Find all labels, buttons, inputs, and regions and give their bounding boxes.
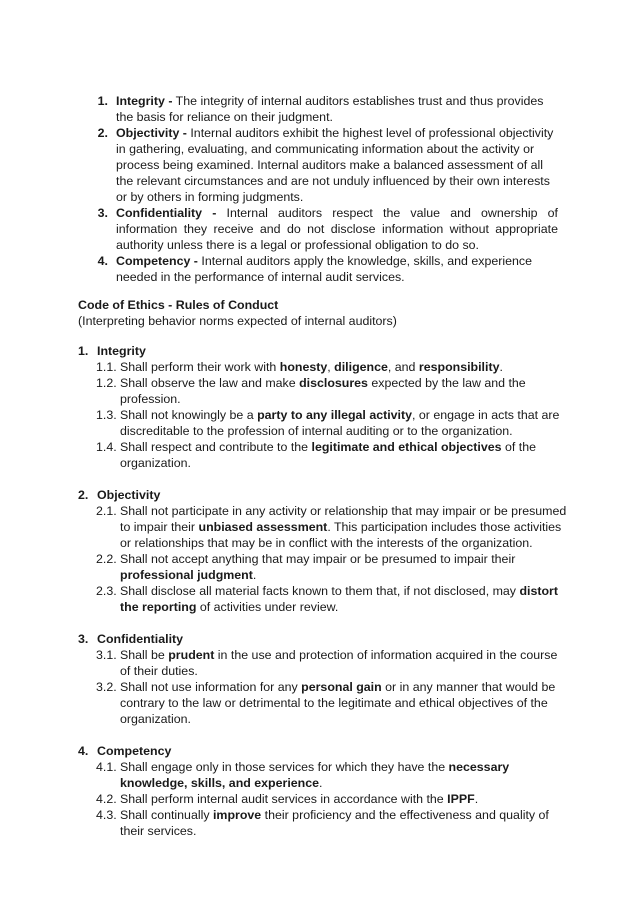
rule-emphasis: distort the reporting [120,584,558,614]
rule-item [78,583,568,615]
rule-number: 1.4. [96,440,117,454]
rule-text: . This participation includes those activities or relationships that may be in conflict with the interests of the organization. [120,520,562,550]
rule-text: Shall not accept anything that may impair or be presumed to impair their [120,552,516,566]
list-number: 2. [97,126,108,140]
rule-text: . [499,360,503,374]
rules-of-conduct [78,343,568,855]
principle-text: Internal auditors respect the value and ownership of information they receive and do not disclose information without appropriate authority unless there is a legal or professional obligation to do so. [116,206,558,252]
rule-text: Shall be [120,648,169,662]
rule-emphasis: disclosures [299,376,368,390]
rule-number: 1.2. [96,376,117,390]
section-number: 3. [78,632,89,646]
rule-number: 2.3. [96,584,117,598]
principle-title: Objectivity - [116,126,187,140]
section-number: 2. [78,488,89,502]
list-item [78,205,558,253]
rule-item [78,439,568,471]
rule-item [78,407,568,439]
code-of-ethics-heading [78,297,568,329]
rule-number: 1.3. [96,408,117,422]
rule-text: Shall disclose all material facts known to them that, if not disclosed, may [120,584,520,598]
rule-text: in the use and protection of information acquired in the course of their duties. [120,648,558,678]
section-subtitle: (Interpreting behavior norms expected of internal auditors) [78,314,397,328]
rule-text: Shall not knowingly be a [120,408,258,422]
list-item [78,253,558,285]
section-heading: Competency [97,744,172,758]
rule-text: or in any manner that would be contrary to the law or detrimental to the legitimate and ethical objectives of the organization. [120,680,556,726]
rule-item [78,647,568,679]
rule-item [78,503,568,551]
section-heading: Integrity [97,344,146,358]
rule-text: , and [387,360,419,374]
section-heading: Confidentiality [97,632,184,646]
rules-section-objectivity [78,487,568,615]
principle-title: Integrity - [116,94,173,108]
rule-number: 2.1. [96,504,117,518]
rule-emphasis: personal gain [301,680,382,694]
principle-text: Internal auditors exhibit the highest level of professional objectivity in gathering, evaluating, and communicating information about the activity or process being examined. Internal auditors make a balanced assessment of all the relevant circumstances and are not unduly influenced by their own interests or by others in forming judgments. [116,126,554,204]
rule-text: of activities under review. [196,600,339,614]
rule-text: Shall not participate in any activity or relationship that may impair or be presumed to impair their [120,504,567,534]
rule-text: Shall perform internal audit services in accordance with the [120,792,448,806]
rule-number: 4.3. [96,808,117,822]
rule-text: , or engage in acts that are discreditable to the profession of internal auditing or to the organization. [120,408,560,438]
rules-section-integrity [78,343,568,471]
section-number: 1. [78,344,89,358]
rule-emphasis: diligence [334,360,388,374]
rules-section-competency [78,743,568,839]
rule-text: Shall continually [120,808,213,822]
rule-emphasis: IPPF [447,792,475,806]
rule-text: . [319,776,323,790]
rule-item [78,791,568,807]
rule-number: 2.2. [96,552,117,566]
rule-number: 1.1. [96,360,117,374]
rule-emphasis: professional judgment [120,568,253,582]
rule-number: 3.1. [96,648,117,662]
rule-emphasis: unbiased assessment [198,520,328,534]
rule-text: Shall respect and contribute to the [120,440,312,454]
principle-text: The integrity of internal auditors establishes trust and thus provides the basis for reliance on their judgment. [116,94,544,124]
rule-item [78,807,568,839]
list-number: 3. [97,206,108,220]
principle-title: Confidentiality - [116,206,217,220]
rule-number: 3.2. [96,680,117,694]
rule-emphasis: prudent [168,648,215,662]
rule-text: Shall perform their work with [120,360,280,374]
rule-text: Shall observe the law and make [120,376,300,390]
rule-emphasis: responsibility [418,360,500,374]
rule-text: expected by the law and the profession. [120,376,526,406]
rule-text: Shall not use information for any [120,680,302,694]
rule-number: 4.2. [96,792,117,806]
list-number: 4. [97,254,108,268]
rule-text: their proficiency and the effectiveness and quality of their services. [120,808,549,838]
rule-text: , [327,360,335,374]
rule-item [78,359,568,375]
rule-text: . [252,568,257,582]
rule-item [78,375,568,407]
rule-item [78,551,568,583]
rules-section-confidentiality [78,631,568,727]
rule-emphasis: necessary knowledge, skills, and experience [120,760,510,790]
rule-text: Shall engage only in those services for which they have the [120,760,449,774]
list-number: 1. [97,94,108,108]
list-item [78,125,558,205]
list-item [78,93,558,125]
rule-emphasis: party to any illegal activity [257,408,413,422]
principle-title: Competency - [116,254,198,268]
section-title: Code of Ethics - Rules of Conduct [78,298,279,312]
rule-item [78,679,568,727]
section-number: 4. [78,744,89,758]
rule-emphasis: honesty [279,360,328,374]
rule-emphasis: improve [212,808,262,822]
section-heading: Objectivity [97,488,161,502]
rule-text: . [474,792,479,806]
core-principles-list [78,93,558,285]
rule-text: of the organization. [120,440,537,470]
rule-emphasis: legitimate and ethical objectives [311,440,502,454]
rule-number: 4.1. [96,760,117,774]
principle-text: Internal auditors apply the knowledge, skills, and experience needed in the performance of internal audit services. [116,254,532,284]
rule-item [78,759,568,791]
